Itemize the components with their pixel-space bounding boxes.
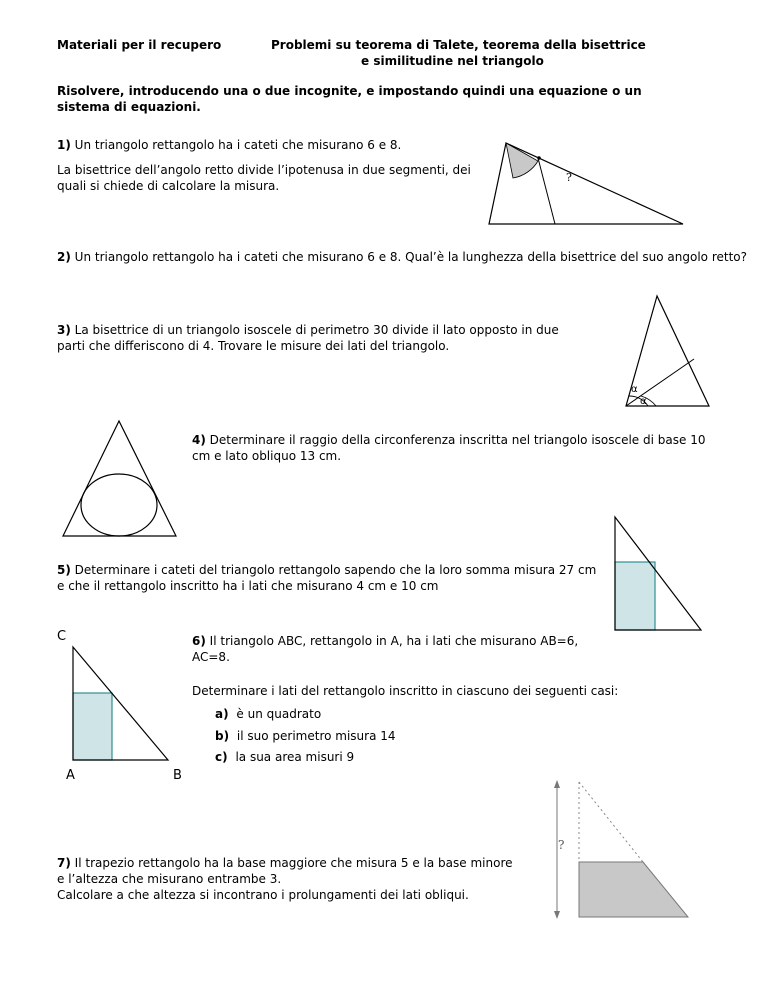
problem-2-number: 2) bbox=[57, 250, 71, 264]
problem-5-number: 5) bbox=[57, 563, 71, 577]
figure-3-alpha1: α bbox=[631, 384, 638, 395]
problem-7-text1-body: Il trapezio rettangolo ha la base maggiore che misura 5 e la base minore e l’altezza che misurano entrambe 3. bbox=[57, 856, 513, 886]
case-c-label: c) bbox=[215, 750, 228, 764]
figure-7-arrow-bottom bbox=[554, 911, 560, 919]
header-title-line1: Problemi su teorema di Talete, teorema della bisettrice bbox=[271, 38, 646, 52]
problem-4-text: Determinare il raggio della circonferenza inscritta nel triangolo isoscele di base 10 cm e lato obliquo 13 cm. bbox=[192, 433, 706, 463]
case-a-label: a) bbox=[215, 707, 229, 721]
figure-7-arrow-top bbox=[554, 780, 560, 788]
figure-6-vertex-a: A bbox=[66, 768, 75, 783]
problem-7-number: 7) bbox=[57, 856, 71, 870]
case-b-text: il suo perimetro misura 14 bbox=[236, 729, 396, 743]
figure-1-label: ? bbox=[566, 171, 572, 184]
header-title-line2: e similitudine nel triangolo bbox=[361, 54, 544, 68]
problem-2-text: Un triangolo rettangolo ha i cateti che misurano 6 e 8. Qual’è la lunghezza della bisettrice del suo angolo retto? bbox=[74, 250, 747, 264]
problem-3-number: 3) bbox=[57, 323, 71, 337]
problem-3-text: La bisettrice di un triangolo isoscele di perimetro 30 divide il lato opposto in due parti che differiscono di 4. Trovare le misure dei lati del triangolo. bbox=[57, 323, 559, 353]
intro-text: Risolvere, introducendo una o due incognite, e impostando quindi una equazione o un sistema di equazioni. bbox=[57, 84, 642, 114]
problem-6-number: 6) bbox=[192, 634, 206, 648]
problem-1-text1: Un triangolo rettangolo ha i cateti che misurano 6 e 8. bbox=[74, 138, 402, 152]
case-b-label: b) bbox=[215, 729, 230, 743]
figure-7-label: ? bbox=[558, 838, 565, 852]
problem-6-text: Il triangolo ABC, rettangolo in A, ha i lati che misurano AB=6, AC=8. bbox=[192, 634, 579, 664]
header-left: Materiali per il recupero bbox=[57, 38, 222, 52]
problem-5-text: Determinare i cateti del triangolo rettangolo sapendo che la loro somma misura 27 cm e che il rettangolo inscritto ha i lati che misurano 4 cm e 10 cm bbox=[57, 563, 597, 593]
figure-3-alpha2: α bbox=[640, 396, 647, 407]
case-c-text: la sua area misuri 9 bbox=[235, 750, 355, 764]
problem-1-number: 1) bbox=[57, 138, 71, 152]
problem-7-text2: Calcolare a che altezza si incontrano i prolungamenti dei lati obliqui. bbox=[57, 888, 469, 902]
figure-7-trapezoid-shape bbox=[579, 862, 688, 917]
problem-4-number: 4) bbox=[192, 433, 206, 447]
figure-6-vertex-c: C bbox=[57, 629, 67, 644]
problem-6-sub: Determinare i lati del rettangolo inscritto in ciascuno dei seguenti casi: bbox=[192, 684, 619, 698]
problem-1-text2: La bisettrice dell’angolo retto divide l’ipotenusa in due segmenti, dei quali si chiede di calcolare la misura. bbox=[57, 163, 471, 193]
figure-7-extension-slant bbox=[579, 782, 643, 862]
figure-6-vertex-b: B bbox=[173, 768, 182, 783]
case-a-text: è un quadrato bbox=[236, 707, 322, 721]
